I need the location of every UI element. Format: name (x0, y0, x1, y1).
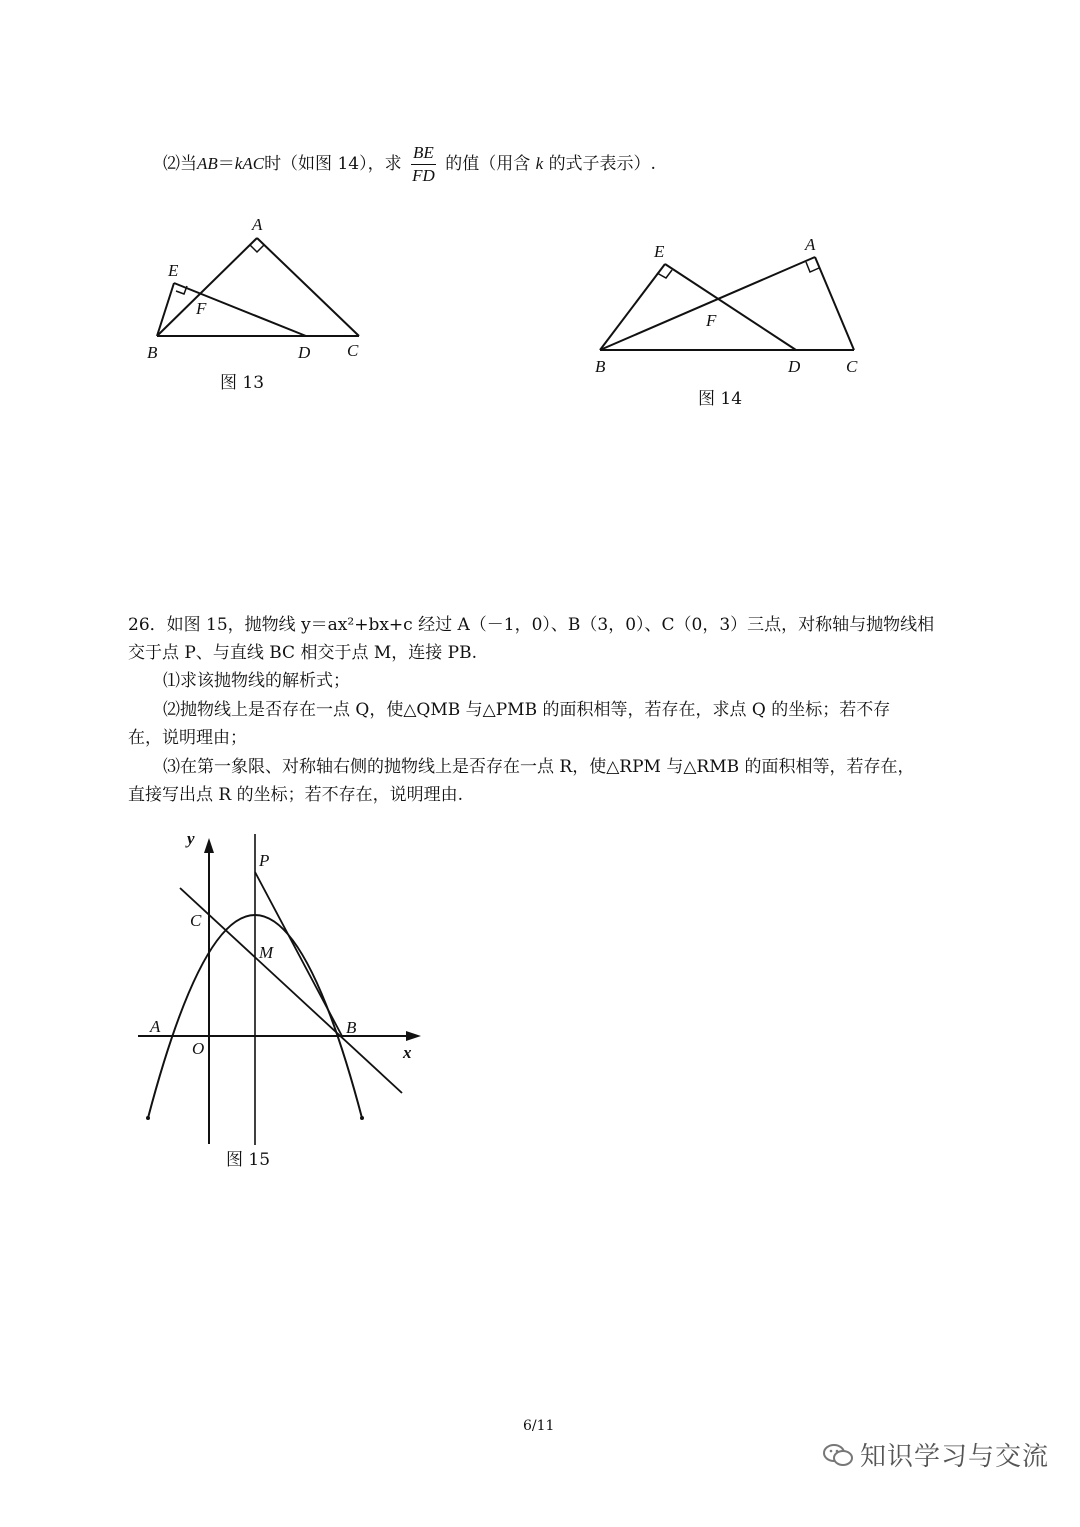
part-2-text-a: 当 (180, 154, 197, 174)
page-number: 6/11 (523, 1418, 555, 1434)
part-2-eq: ＝ (217, 154, 235, 174)
problem-26-question-2b: 在，说明理由； (128, 728, 247, 748)
part-2-number: ⑵ (163, 154, 180, 174)
part-2-text-d: 的式子表示）. (548, 154, 656, 174)
fig14-label-f: F (706, 311, 717, 330)
fig14-line-be (600, 264, 665, 350)
fig15-label-y: y (187, 829, 195, 848)
fraction-be-fd (411, 142, 436, 187)
fig15-label-o: O (192, 1039, 205, 1058)
problem-26-question-3b: 直接写出点 R 的坐标；若不存在，说明理由. (128, 785, 464, 805)
brand-name: 知识学习与交流 (860, 1442, 1050, 1472)
fig13-label-f: F (196, 299, 207, 318)
fig15-left-endpoint (146, 1116, 150, 1120)
fig15-label-c: C (190, 911, 202, 930)
fraction-denominator: FD (412, 166, 435, 185)
fig15-label-p: P (259, 851, 270, 870)
fig15-y-arrow (204, 838, 214, 853)
fraction-numerator: BE (411, 142, 436, 165)
fig13-label-b: B (147, 343, 158, 362)
fig13-label-a: A (252, 215, 263, 234)
fig14-caption: 图 14 (698, 389, 743, 409)
fig15-x-arrow (406, 1031, 421, 1041)
problem-26-question-1: ⑴求该抛物线的解析式； (163, 671, 350, 691)
fig14-label-e: E (654, 242, 665, 261)
fig14-label-c: C (846, 357, 858, 376)
figure-13 (140, 210, 400, 393)
fig14-line-ba (600, 257, 815, 350)
fig14-label-d: D (788, 357, 801, 376)
problem-26-line-1: 26．如图 15，抛物线 y＝ax²+bx+c 经过 A（－1，0）、B（3，0）、C（0，3）三点，对称轴与抛物线相 (128, 615, 935, 635)
part-2-k: k (535, 154, 544, 173)
part-2-text-c: 的值（用含 (445, 154, 531, 174)
problem-26-question-2a: ⑵抛物线上是否存在一点 Q，使△QMB 与△PMB 的面积相等，若存在，求点 Q 的坐标；若不存 (163, 700, 891, 720)
wechat-icon (822, 1441, 854, 1469)
part-2-text-b: 时（如图 14），求 (264, 154, 402, 174)
fig13-line-ac (257, 238, 359, 336)
problem-26-question-3a: ⑶在第一象限、对称轴右侧的抛物线上是否存在一点 R，使△RPM 与△RMB 的面积相等，若存在， (163, 757, 915, 777)
fig13-caption: 图 13 (220, 373, 265, 393)
fig14-label-b: B (595, 357, 606, 376)
fig14-line-ac (815, 257, 854, 350)
fig13-label-d: D (298, 343, 311, 362)
fig15-line-bc (180, 888, 402, 1093)
fig15-label-m: M (259, 943, 274, 962)
fig13-label-c: C (347, 341, 359, 360)
part-2-kac: kAC (234, 154, 265, 173)
fig15-label-a: A (150, 1017, 161, 1036)
fig13-line-ed (174, 283, 306, 336)
question-part-2 (163, 142, 656, 187)
fig14-line-ed (665, 264, 796, 350)
fig15-caption: 图 15 (226, 1150, 271, 1170)
fig13-right-angle-a (250, 245, 264, 252)
problem-26-line-2: 交于点 P、与直线 BC 相交于点 M，连接 PB. (128, 643, 478, 663)
watermark (822, 1436, 1049, 1473)
fig15-label-b: B (346, 1018, 357, 1037)
fig15-right-endpoint (360, 1116, 364, 1120)
part-2-ab: AB (197, 154, 218, 173)
fig14-label-a: A (805, 235, 816, 254)
figure-14 (590, 232, 870, 412)
fig15-label-x: x (403, 1043, 412, 1062)
fig13-label-e: E (168, 261, 179, 280)
figure-15 (130, 820, 450, 1180)
